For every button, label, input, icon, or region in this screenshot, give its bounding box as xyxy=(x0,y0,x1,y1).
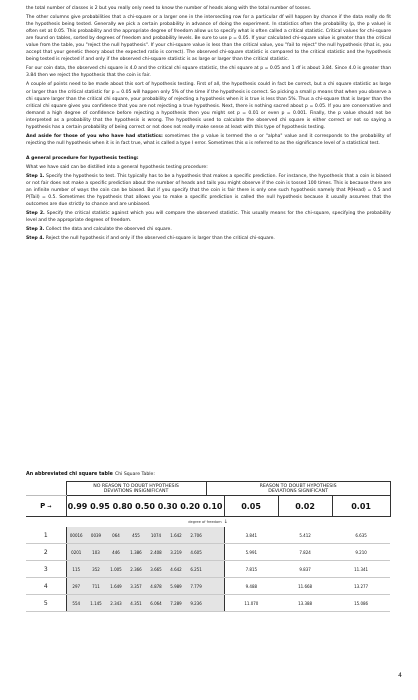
table-cell: 4.605 xyxy=(186,544,206,561)
document-body xyxy=(26,5,391,244)
table-cell: 2.366 xyxy=(126,561,146,578)
table-cell: 13.277 xyxy=(332,578,390,595)
table-row xyxy=(26,527,390,544)
table-cell: 5.991 xyxy=(224,544,278,561)
table-caption: Chi Square Table: xyxy=(115,472,155,477)
step-2-text: Specify the critical statistic against which you will compare the observed statistic. This usually means for the chi-square, specifying the probability level and the appropriate degrees of freedom. xyxy=(26,211,393,224)
table-cell: 4.351 xyxy=(126,595,146,612)
procedure-heading: A general procedure for hypothesis testing: xyxy=(26,155,139,161)
table-row xyxy=(26,561,390,578)
table-cell: 3.665 xyxy=(146,561,166,578)
table-cell: 115 xyxy=(66,561,86,578)
table-row xyxy=(26,578,390,595)
step-4 xyxy=(26,235,391,242)
aside-lead: And aside for those of you who have had statistics: xyxy=(26,133,163,139)
table-cell: 2.343 xyxy=(106,595,126,612)
step-2 xyxy=(26,210,391,224)
df-label: degree of freedom xyxy=(188,520,222,524)
table-cell: 5.989 xyxy=(166,578,186,595)
down-arrow-icon: ↓ xyxy=(223,519,228,525)
table-cell: 6.251 xyxy=(186,561,206,578)
table-cell: 1.005 xyxy=(106,561,126,578)
table-row xyxy=(26,544,390,561)
table-cell: 064 xyxy=(106,527,126,544)
table-cell: 9.236 xyxy=(186,595,206,612)
step-1-text: Specify the hypothesis to test. This typically has to be a hypothesis that makes a specific prediction. For instance, the hypothesis that a coin is biased or not fair does not make a specific prediction about the number of heads and tails you might observe if the coin is tossed 100 times. This is because there are an infinite number of ways the coin can be biased. But if you specify that the coin is fair there is only one such hypothesis namely that P(Head) = 0.5 and P(Tail) = 0.5. Sometimes the hypothesis that allows you to make a specific prediction is called the null hypothesis because it usually assumes that the outcomes are due strictly to chance and are unbiased. xyxy=(26,173,393,208)
table-cell: 7.289 xyxy=(166,595,186,612)
table-cell: 4.878 xyxy=(146,578,166,595)
p-values-insignificant: 0.99 0.95 0.80 0.50 0.30 0.20 0.10 xyxy=(66,496,224,517)
p-label-cell xyxy=(26,496,66,517)
paragraph-total-classes: the total number of classes is 2 but you really only need to know the number of heads along with the total number of tosses. xyxy=(26,6,312,11)
paragraph-coin-data: For our coin data, the observed chi square is 4.0 and the critical chi square statistic, the chi square at p = 0.05 and 1 df is about 3.84. Since 4.0 is greater than 3.84 then we reject the hypothesis that the coin is fair. xyxy=(26,66,393,79)
table-corner xyxy=(26,482,66,496)
table-title-row xyxy=(26,472,391,481)
table-spacer-cell xyxy=(206,595,224,612)
group-reason-header xyxy=(206,482,390,496)
table-cell: 1.649 xyxy=(106,578,126,595)
table-cell: 11.341 xyxy=(332,561,390,578)
table-cell: 2.706 xyxy=(186,527,206,544)
table-cell: 9.210 xyxy=(332,544,390,561)
df-cell: 4 xyxy=(26,578,66,595)
step-2-label: Step 2. xyxy=(26,211,45,217)
table-title: An abbreviated chi square table xyxy=(26,472,113,477)
group-no-reason-subtitle: DEVIATIONS INSIGNIFICANT xyxy=(103,488,169,494)
step-3-label: Step 3. xyxy=(26,227,45,233)
df-label-row xyxy=(26,517,390,528)
table-cell: 2.408 xyxy=(146,544,166,561)
table-cell: 711 xyxy=(86,578,106,595)
table-cell: 4.642 xyxy=(166,561,186,578)
table-cell: 554 xyxy=(66,595,86,612)
p-value-002: 0.02 xyxy=(278,496,332,517)
step-1 xyxy=(26,173,391,208)
step-1-label: Step 1. xyxy=(26,173,45,179)
table-cell: 0201 xyxy=(66,544,86,561)
paragraph-statistics-aside xyxy=(26,133,391,147)
table-cell: 455 xyxy=(126,527,146,544)
group-no-reason-header xyxy=(66,482,206,496)
paragraph-probabilities: The other columns give probabilities that a chi-square or a larger one in the intersecting row for a particular df will happen by chance if the data really do fit the hypothesis being tested. Generally we pick a certain probability in advance of doing the experiment. In statistics often the probability (p, the p value) is often set at 0.05. This probability and the appropriate degree of freedom allow us to specify what is often called a critical statistic. Critical values for chi-square are found on tables, sorted by degrees of freedom and probability levels. Be sure to use p = 0.05. If your calculated chi-square value is greater than the critical value from the table, you "reject the null hypothesis". If your chi-square value is less than the critical value, you "fail to reject" the null hypothesis (that is, you accept that your genetic theory about the expected ratio is correct). The observed chi-square statistic is compared to the critical statistic and the hypothesis being tested is rejected if and only if the observed chi-square statistic is as large or larger than the critical statistic. xyxy=(26,15,393,63)
table-cell: 1.386 xyxy=(126,544,146,561)
df-cell: 5 xyxy=(26,595,66,612)
group-no-reason-title: NO REASON TO DOUBT HYPOTHESIS xyxy=(93,483,179,489)
p-label: P xyxy=(40,502,46,510)
page-number: 4 xyxy=(398,672,402,679)
table-cell: 446 xyxy=(106,544,126,561)
table-spacer-cell xyxy=(206,527,224,544)
table-cell: 7.779 xyxy=(186,578,206,595)
table-cell: 11.668 xyxy=(278,578,332,595)
table-cell: 5.412 xyxy=(278,527,332,544)
table-row xyxy=(26,595,390,612)
df-cell: 3 xyxy=(26,561,66,578)
table-cell: 352 xyxy=(86,561,106,578)
table-cell: 7.824 xyxy=(278,544,332,561)
procedure-intro: What we have said can be distilled into a general hypothesis testing procedure: xyxy=(26,164,208,170)
table-cell: 1.642 xyxy=(166,527,186,544)
table-cell: 9.488 xyxy=(224,578,278,595)
p-value-001: 0.01 xyxy=(332,496,390,517)
table-cell: 1.145 xyxy=(86,595,106,612)
step-4-text: Reject the null hypothesis if and only if the observed chi-square is larger than the critical chi-square. xyxy=(45,236,275,242)
table-cell: 7.815 xyxy=(224,561,278,578)
group-reason-subtitle: DEVIATIONS SIGNIFICANT xyxy=(268,488,328,494)
table-spacer-cell xyxy=(206,561,224,578)
right-arrow-icon: → xyxy=(47,504,52,510)
table-cell: 6.064 xyxy=(146,595,166,612)
table-cell: 3.219 xyxy=(166,544,186,561)
chi-square-table xyxy=(26,481,391,612)
table-group-header xyxy=(26,482,390,496)
table-cell: 0039 xyxy=(86,527,106,544)
table-cell: 3.841 xyxy=(224,527,278,544)
table-cell: 297 xyxy=(66,578,86,595)
table-cell: 6.635 xyxy=(332,527,390,544)
group-reason-title: REASON TO DOUBT HYPOTHESIS xyxy=(259,483,337,489)
table-cell: 00016 xyxy=(66,527,86,544)
table-cell: 15.086 xyxy=(332,595,390,612)
paragraph-hypothesis-points: A couple of points need to be made about this sort of hypothesis testing. First of all, the hypothesis could in fact be correct, but a chi square statistic as large or larger than the critical statistic for p = 0.05 will happen only 5% of the time if the hypothesis is correct. So picking a small p means that when you observe a chi square larger than the critical chi square, your probability of rejecting a hypothesis when it is true is less than 5%. Thus a chi-square that is larger than the critical chi square gives you confidence that you are not rejecting a true hypothesis. Next, there is nothing sacred about p = 0.05. If you are conservative and demand a high degree of confidence before rejecting a hypothesis then you might set p = 0.01 or even p = 0.001. Finally, the p value should not be interpreted as a probability that the hypothesis is wrong. The hypothesis used to calculate the observed chi square is either correct or not so saying a hypothesis has a certain probability of being correct or not does not really make sense at least with this type of hypothesis testing. xyxy=(26,82,393,130)
df-cell: 1 xyxy=(26,527,66,544)
table-cell: 3.357 xyxy=(126,578,146,595)
p-value-005: 0.05 xyxy=(224,496,278,517)
df-label-cell xyxy=(26,517,390,528)
df-cell: 2 xyxy=(26,544,66,561)
table-body xyxy=(26,527,390,612)
table-cell: 103 xyxy=(86,544,106,561)
table-cell: 9.837 xyxy=(278,561,332,578)
table-cell: 1074 xyxy=(146,527,166,544)
aside-text: sometimes the p value is termed the α or "alpha" value and it corresponds to the probability of rejecting the null hypothesis when it is in fact true, what is called a type I error. Sometimes this α is referred to as the significance level of a statistical test. xyxy=(26,133,393,146)
p-value-row xyxy=(26,496,390,517)
table-cell: 13.388 xyxy=(278,595,332,612)
table-spacer-cell xyxy=(206,578,224,595)
step-3-text: Collect the data and calculate the observed chi square. xyxy=(45,227,172,233)
step-4-label: Step 4. xyxy=(26,236,45,242)
table-spacer-cell xyxy=(206,544,224,561)
table-cell: 11.070 xyxy=(224,595,278,612)
step-3 xyxy=(26,226,391,233)
